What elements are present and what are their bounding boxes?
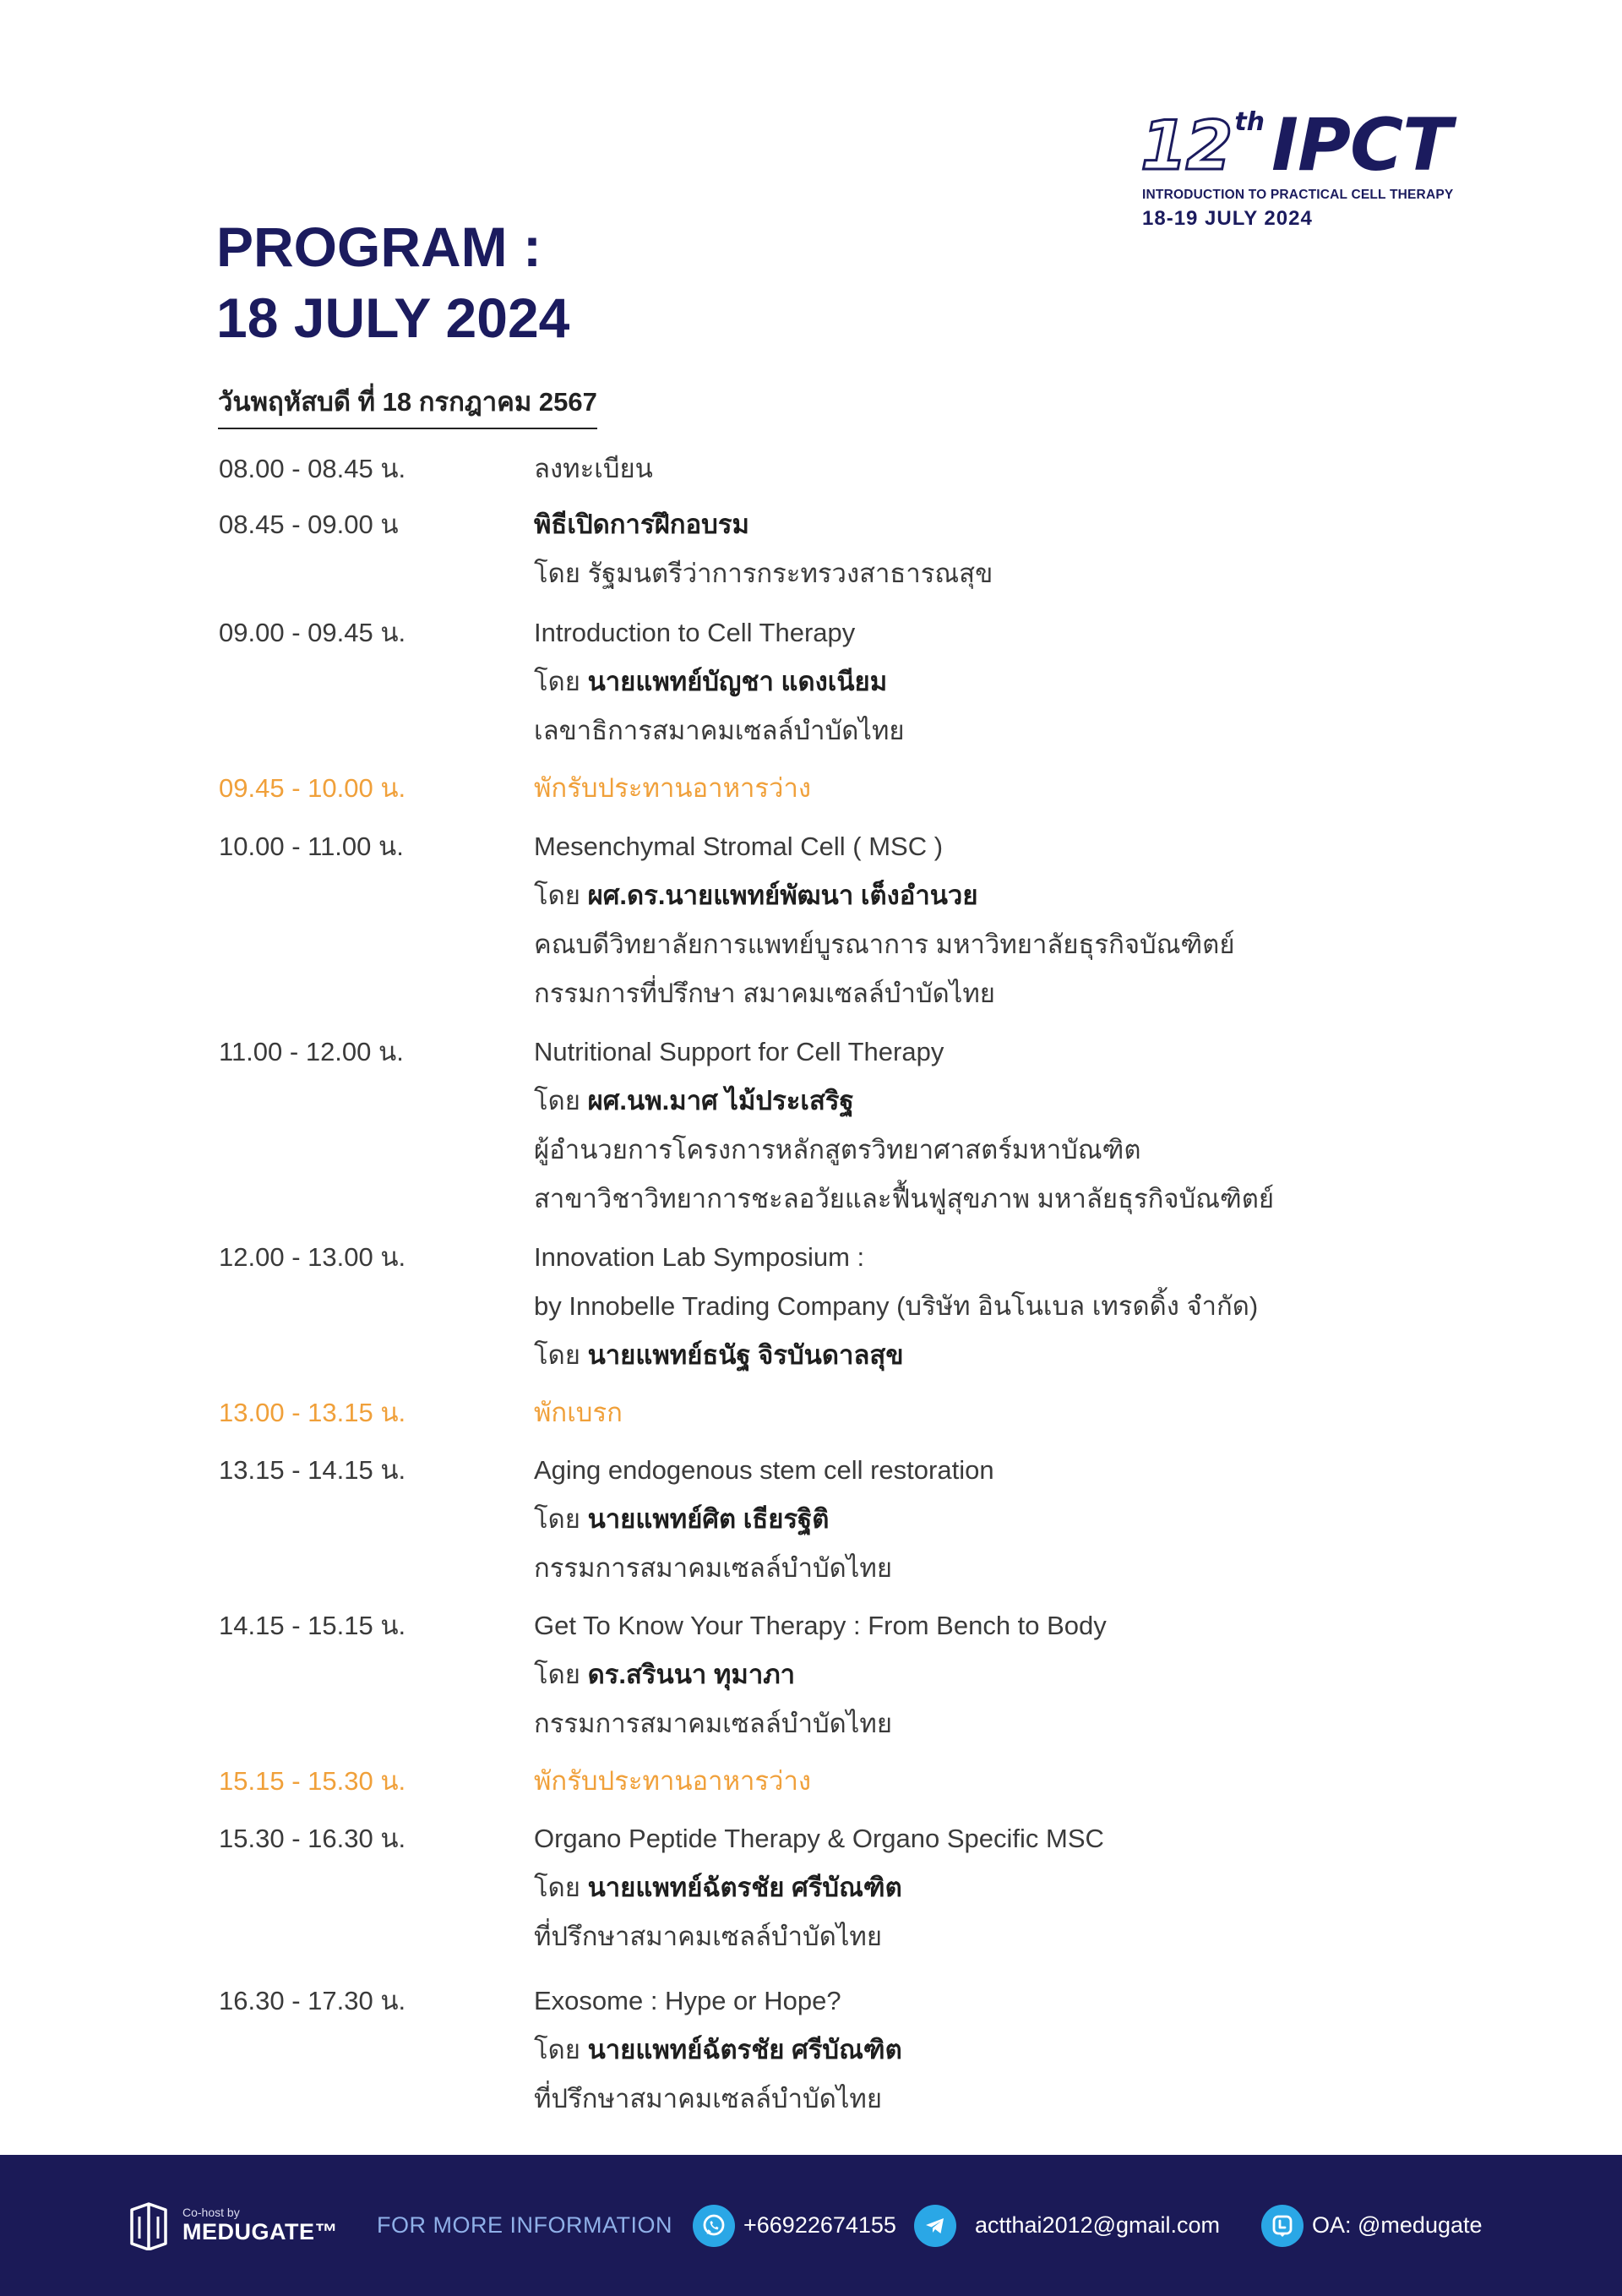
footer-bar — [0, 2155, 1622, 2296]
speaker-line — [534, 549, 993, 598]
line-oa-contact[interactable] — [1261, 2155, 1483, 2296]
session-title: พักเบรก — [534, 1398, 623, 1427]
cohost-label: Co-host by — [182, 2206, 240, 2219]
ipct-logo — [1140, 103, 1495, 237]
session-details — [534, 1446, 994, 1593]
speaker-prefix: โดย — [534, 1873, 580, 1902]
speaker-prefix: โดย — [534, 559, 580, 588]
speaker-affiliation: คณบดีวิทยาลัยการแพทย์บูรณาการ มหาวิทยาลัยธุรกิจบัณฑิตย์ — [534, 930, 1235, 959]
session-title: Introduction to Cell Therapy — [534, 618, 856, 647]
session-time: 08.45 - 09.00 น — [219, 510, 399, 539]
session-title: พักรับประทานอาหารว่าง — [534, 1766, 812, 1796]
email-contact[interactable] — [914, 2155, 1220, 2296]
session-details — [534, 1388, 623, 1437]
cohost-name: MEDUGATE™ — [182, 2219, 338, 2244]
more-info-label: FOR MORE INFORMATION — [377, 2212, 672, 2238]
line-oa-handle: OA: @medugate — [1312, 2212, 1483, 2238]
speaker-prefix: โดย — [534, 1504, 580, 1534]
speaker-prefix: โดย — [534, 2035, 580, 2064]
line-icon — [1261, 2205, 1304, 2247]
speaker-line — [534, 1331, 1258, 1380]
session-title: Exosome : Hype or Hope? — [534, 1986, 841, 2015]
speaker-name: นายแพทย์ฉัตรชัย ศรีบัณฑิต — [587, 2035, 902, 2064]
session-time: 11.00 - 12.00 น. — [219, 1037, 404, 1066]
medugate-logo-icon — [127, 2201, 171, 2250]
speaker-name: นายแพทย์ธนัฐ จิรบันดาลสุข — [587, 1340, 904, 1370]
speaker-line — [534, 871, 1234, 920]
session-title: Get To Know Your Therapy : From Bench to Body — [534, 1611, 1107, 1640]
phone-number: +66922674155 — [743, 2212, 896, 2238]
session-time: 15.15 - 15.30 น. — [219, 1766, 406, 1796]
session-title: Aging endogenous stem cell restoration — [534, 1455, 994, 1485]
speaker-affiliation: ผู้อำนวยการโครงการหลักสูตรวิทยาศาสตร์มหาบัณฑิต — [534, 1135, 1141, 1164]
title-line-2: 18 JULY 2024 — [216, 286, 570, 349]
email-address: actthai2012@gmail.com — [975, 2212, 1221, 2238]
speaker-name: นายแพทย์ศิต เธียรฐิติ — [587, 1504, 830, 1534]
logo-name: IPCT — [1271, 103, 1451, 188]
speaker-name: ผศ.ดร.นายแพทย์พัฒนา เต็งอำนวย — [587, 881, 978, 910]
speaker-line — [534, 1077, 1274, 1126]
logo-dates: 18-19 JULY 2024 — [1142, 207, 1313, 230]
session-details — [534, 822, 1234, 1018]
session-details — [534, 1028, 1274, 1224]
title-line-1: PROGRAM : — [216, 215, 542, 278]
logo-ordinal: th — [1234, 107, 1265, 137]
speaker-prefix: โดย — [534, 881, 580, 910]
telegram-icon — [914, 2205, 956, 2247]
speaker-affiliation: กรรมการสมาคมเซลล์บำบัดไทย — [534, 1553, 892, 1583]
session-time: 15.30 - 16.30 น. — [219, 1824, 406, 1853]
speaker-line — [534, 1863, 1104, 1912]
speaker-affiliation: สาขาวิชาวิทยาการชะลอวัยและฟื้นฟูสุขภาพ มหาลัยธุรกิจบัณฑิตย์ — [534, 1184, 1275, 1213]
session-time: 16.30 - 17.30 น. — [219, 1986, 406, 2015]
speaker-affiliation: ที่ปรึกษาสมาคมเซลล์บำบัดไทย — [534, 1922, 883, 1951]
session-title: Mesenchymal Stromal Cell ( MSC ) — [534, 832, 944, 861]
session-title: Nutritional Support for Cell Therapy — [534, 1037, 944, 1066]
session-time: 13.00 - 13.15 น. — [219, 1398, 406, 1427]
speaker-affiliation: กรรมการที่ปรึกษา สมาคมเซลล์บำบัดไทย — [534, 979, 995, 1008]
session-details — [534, 1757, 811, 1806]
speaker-name: นายแพทย์ฉัตรชัย ศรีบัณฑิต — [587, 1873, 902, 1902]
session-details — [534, 1233, 1258, 1380]
speaker-name: นายแพทย์บัญชา แดงเนียม — [587, 667, 888, 696]
session-sponsor: by Innobelle Trading Company (บริษัท อินโนเบล เทรดดิ้ง จำกัด) — [534, 1291, 1259, 1321]
speaker-line — [534, 1650, 1107, 1699]
speaker-name: ผศ.นพ.มาศ ไม้ประเสริฐ — [587, 1086, 854, 1115]
speaker-affiliation: ที่ปรึกษาสมาคมเซลล์บำบัดไทย — [534, 2084, 883, 2113]
session-time: 09.00 - 09.45 น. — [219, 618, 406, 647]
session-time: 08.00 - 08.45 น. — [219, 454, 406, 483]
session-time: 13.15 - 14.15 น. — [219, 1455, 406, 1485]
speaker-affiliation: เลขาธิการสมาคมเซลล์บำบัดไทย — [534, 716, 905, 745]
logo-subtitle: INTRODUCTION TO PRACTICAL CELL THERAPY — [1142, 188, 1454, 202]
speaker-affiliation: กรรมการสมาคมเซลล์บำบัดไทย — [534, 1709, 892, 1738]
session-time: 10.00 - 11.00 น. — [219, 832, 404, 861]
session-time: 14.15 - 15.15 น. — [219, 1611, 406, 1640]
session-details — [534, 764, 811, 813]
session-details — [534, 500, 993, 598]
session-details — [534, 1977, 902, 2124]
speaker-prefix: โดย — [534, 667, 580, 696]
logo-mark — [1140, 103, 1451, 188]
session-time: 09.45 - 10.00 น. — [219, 773, 406, 803]
session-title: ลงทะเบียน — [534, 454, 653, 483]
speaker-prefix: โดย — [534, 1660, 580, 1689]
session-details — [534, 444, 653, 494]
session-title: Innovation Lab Symposium : — [534, 1242, 865, 1272]
session-details — [534, 1601, 1107, 1748]
phone-contact[interactable] — [693, 2155, 896, 2296]
page-title — [216, 211, 569, 353]
speaker-name: รัฐมนตรีว่าการกระทรวงสาธารณสุข — [587, 559, 993, 588]
session-details — [534, 608, 905, 755]
speaker-line — [534, 1495, 994, 1544]
speaker-line — [534, 2026, 902, 2075]
logo-number: 12 — [1140, 106, 1232, 185]
speaker-prefix: โดย — [534, 1086, 580, 1115]
speaker-name: ดร.สรินนา ทุมาภา — [587, 1660, 796, 1689]
date-subtitle: วันพฤหัสบดี ที่ 18 กรกฎาคม 2567 — [218, 380, 597, 429]
session-title: พิธีเปิดการฝึกอบรม — [534, 510, 749, 539]
cohost-block — [127, 2155, 338, 2296]
session-title: พักรับประทานอาหารว่าง — [534, 773, 812, 803]
whatsapp-icon — [693, 2205, 735, 2247]
session-time: 12.00 - 13.00 น. — [219, 1242, 406, 1272]
speaker-prefix: โดย — [534, 1340, 580, 1370]
speaker-line — [534, 657, 905, 706]
session-title: Organo Peptide Therapy & Organo Specific MSC — [534, 1824, 1104, 1853]
session-details — [534, 1814, 1104, 1961]
